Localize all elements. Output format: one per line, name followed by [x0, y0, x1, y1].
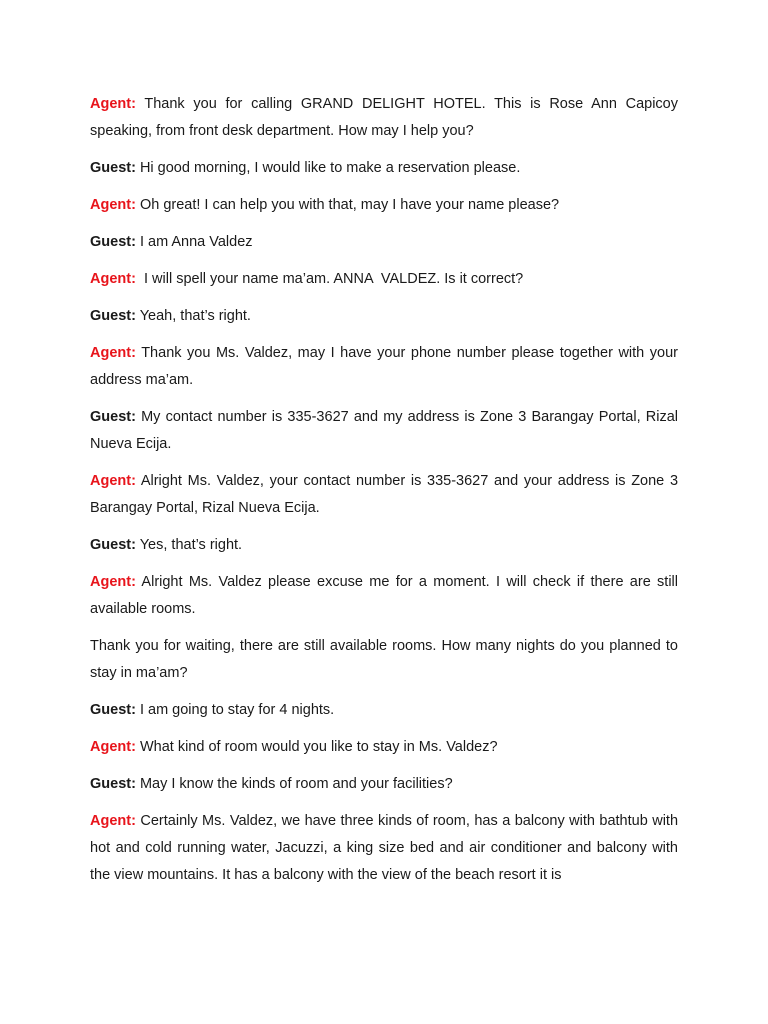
dialogue-text: My contact number is 335-3627 and my address is Zone 3 Barangay Portal, Rizal Nueva Ecija. — [90, 409, 678, 452]
speaker-label: Agent: — [90, 813, 136, 829]
dialogue-line-12 — [90, 633, 678, 687]
dialogue-line-13 — [90, 697, 678, 724]
speaker-label: Agent: — [90, 96, 136, 112]
dialogue-text: I am Anna Valdez — [139, 234, 253, 250]
speaker-label: Agent: — [90, 473, 136, 489]
dialogue-text: May I know the kinds of room and your facilities? — [139, 776, 453, 792]
dialogue-line-5 — [90, 266, 678, 293]
dialogue-text: Hi good morning, I would like to make a reservation please. — [139, 160, 521, 176]
dialogue-line-15 — [90, 771, 678, 798]
speaker-label: Guest: — [90, 776, 136, 792]
dialogue-line-2 — [90, 155, 678, 182]
dialogue-text: Thank you for waiting, there are still available rooms. How many nights do you planned to stay in ma’am? — [90, 638, 678, 681]
dialogue-line-4 — [90, 229, 678, 256]
speaker-label: Agent: — [90, 739, 136, 755]
dialogue-line-14 — [90, 734, 678, 761]
dialogue-text: What kind of room would you like to stay in Ms. Valdez? — [139, 739, 498, 755]
speaker-label: Guest: — [90, 409, 136, 425]
document-page — [90, 91, 678, 899]
speaker-label: Guest: — [90, 160, 136, 176]
dialogue-text: Thank you Ms. Valdez, may I have your phone number please together with your address ma’am. — [90, 345, 678, 388]
speaker-label: Agent: — [90, 197, 136, 213]
dialogue-text: I am going to stay for 4 nights. — [139, 702, 335, 718]
speaker-label: Guest: — [90, 702, 136, 718]
dialogue-line-6 — [90, 303, 678, 330]
dialogue-line-11 — [90, 569, 678, 623]
speaker-label: Agent: — [90, 574, 136, 590]
dialogue-text: Oh great! I can help you with that, may I have your name please? — [139, 197, 560, 213]
speaker-label: Guest: — [90, 537, 136, 553]
dialogue-text: Alright Ms. Valdez, your contact number is 335-3627 and your address is Zone 3 Barangay Portal, Rizal Nueva Ecija. — [90, 473, 679, 516]
dialogue-line-8 — [90, 404, 678, 458]
speaker-label: Agent: — [90, 271, 136, 287]
dialogue-line-16 — [90, 808, 678, 889]
dialogue-text: I will spell your name ma’am. ANNA VALDEZ. Is it correct? — [139, 271, 524, 287]
dialogue-text: Yeah, that’s right. — [139, 308, 251, 324]
dialogue-line-3 — [90, 192, 678, 219]
dialogue-line-7 — [90, 340, 678, 394]
dialogue-line-1 — [90, 91, 678, 145]
speaker-label: Guest: — [90, 308, 136, 324]
dialogue-text: Alright Ms. Valdez please excuse me for a moment. I will check if there are still available rooms. — [90, 574, 678, 617]
dialogue-text: Thank you for calling GRAND DELIGHT HOTEL. This is Rose Ann Capicoy speaking, from front desk department. How may I help you? — [90, 96, 678, 139]
dialogue-line-10 — [90, 532, 678, 559]
dialogue-line-9 — [90, 468, 678, 522]
dialogue-text: Certainly Ms. Valdez, we have three kinds of room, has a balcony with bathtub with hot and cold running water, Jacuzzi, a king size bed and air conditioner and balcony with the view mountains. It has a balcony with the view of the beach resort it is — [90, 813, 679, 883]
dialogue-text: Yes, that’s right. — [139, 537, 243, 553]
speaker-label: Agent: — [90, 345, 136, 361]
speaker-label: Guest: — [90, 234, 136, 250]
